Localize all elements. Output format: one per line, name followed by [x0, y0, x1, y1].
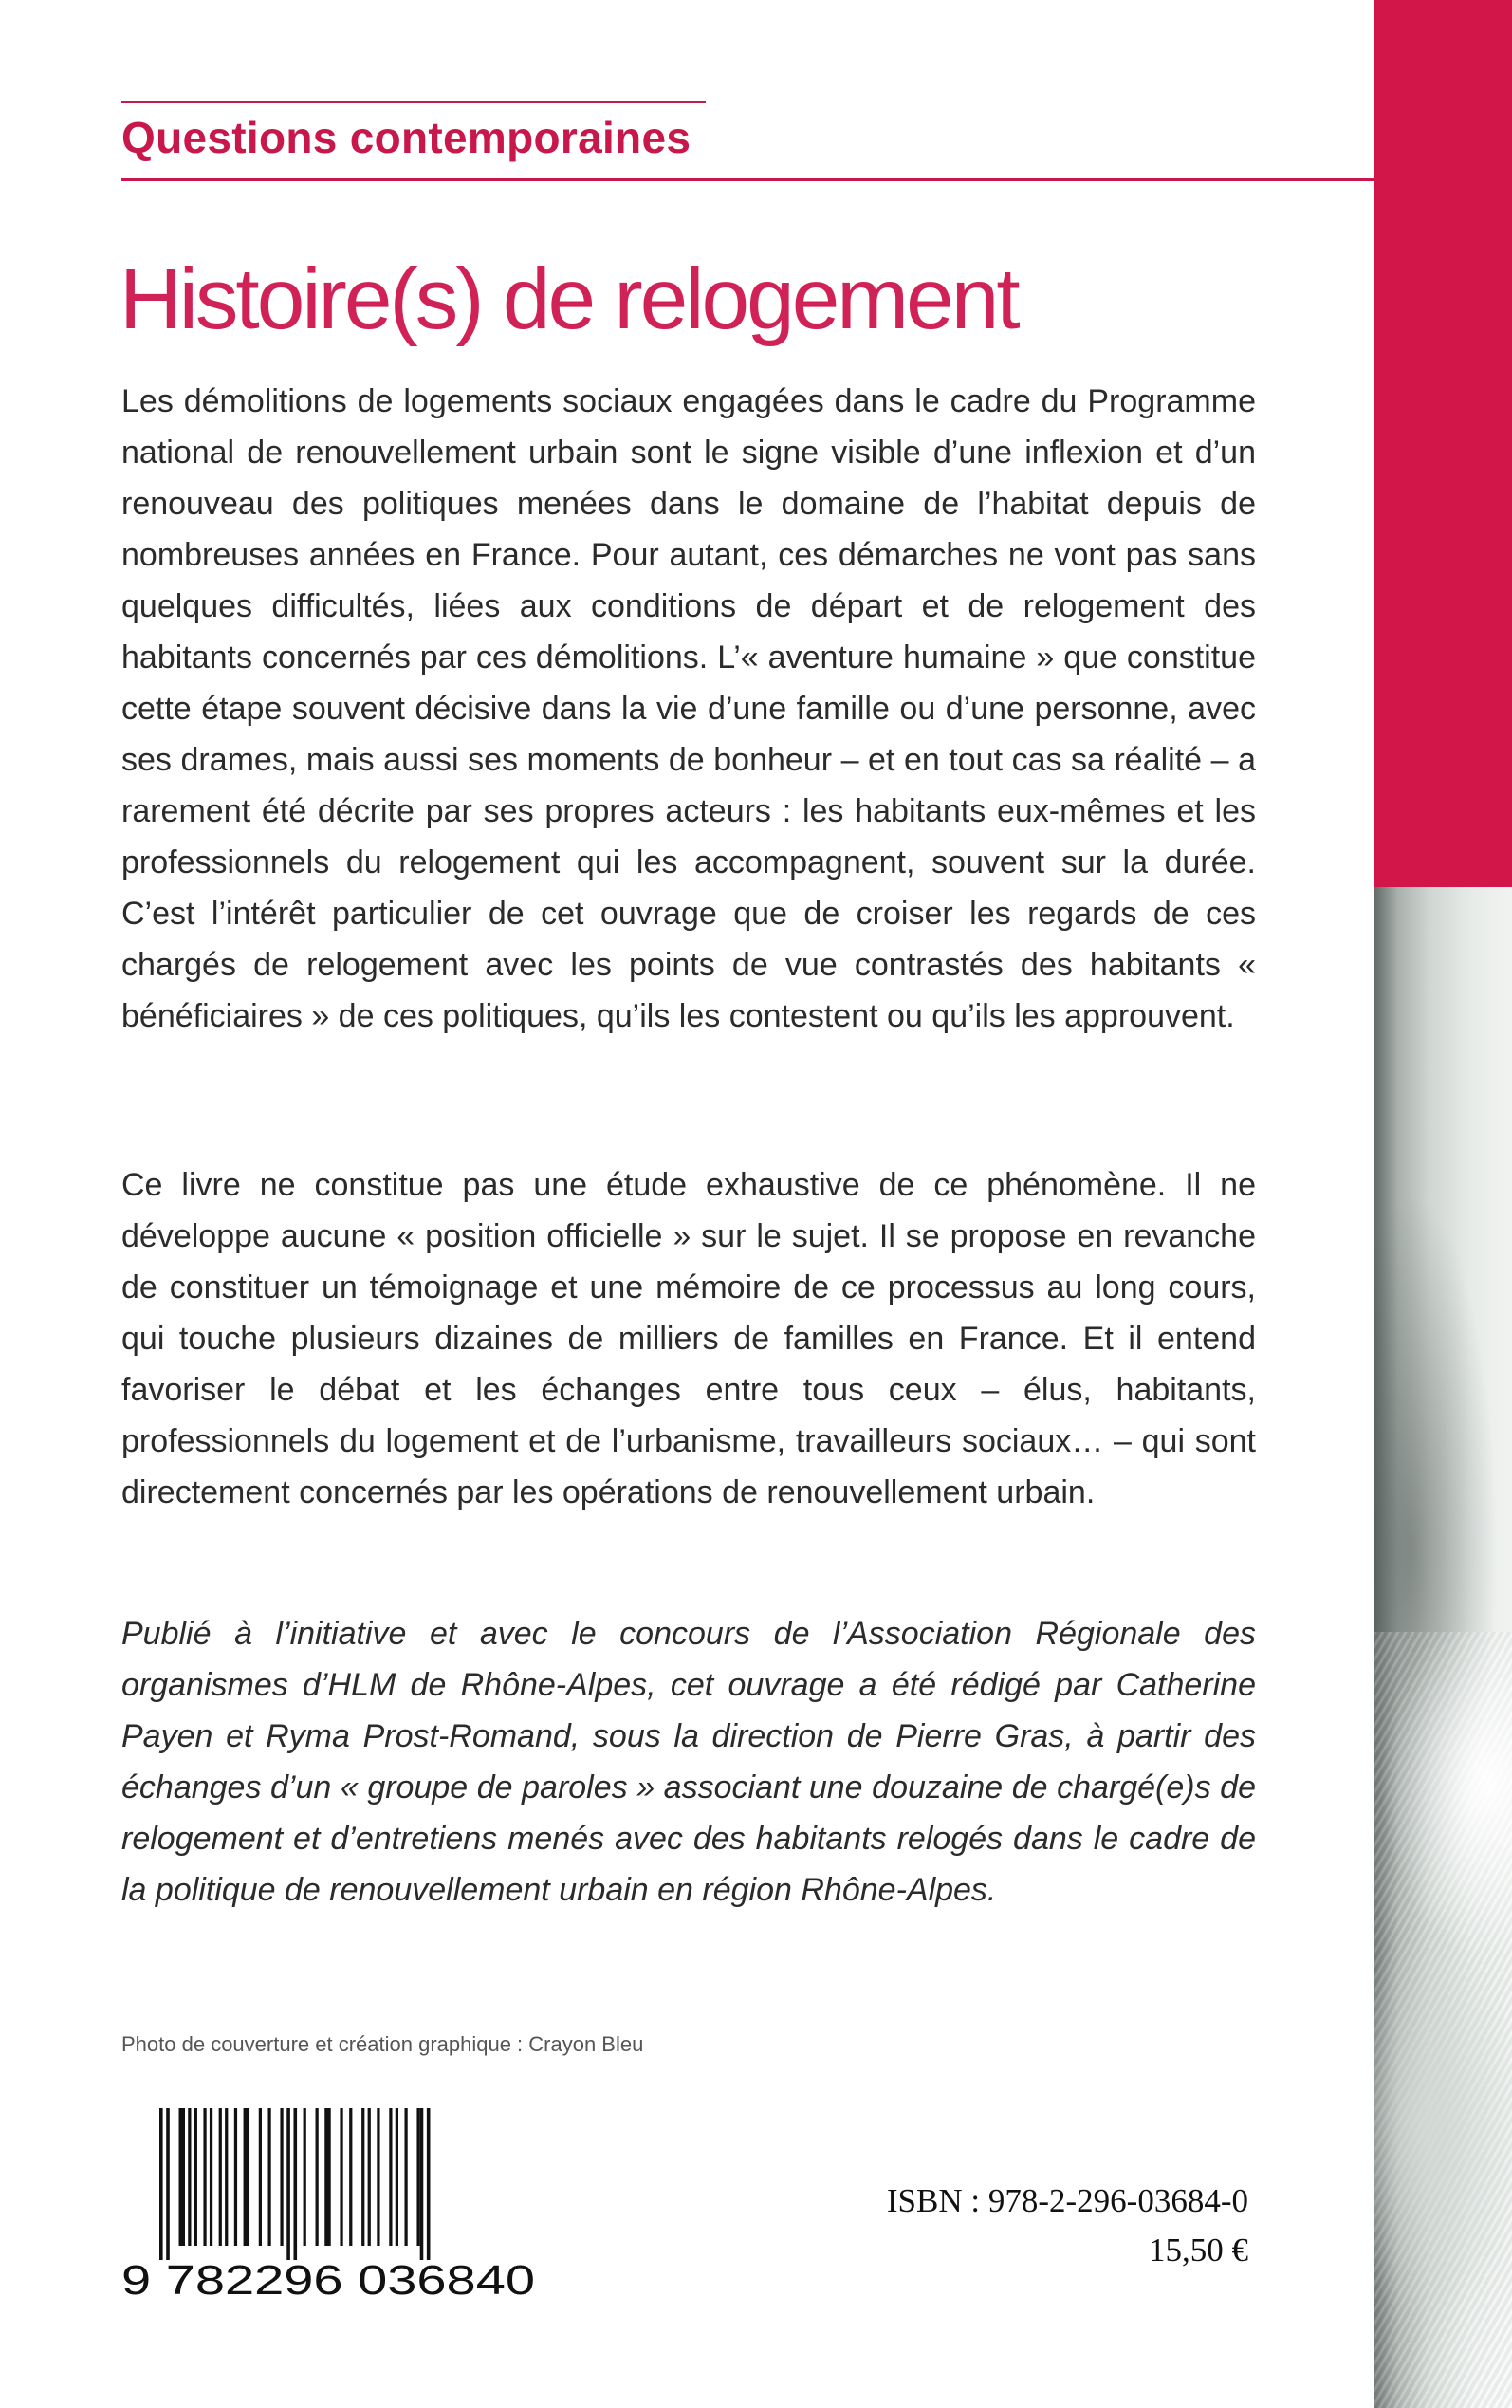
barcode-bar [396, 2108, 398, 2246]
barcode-bar [267, 2108, 270, 2246]
series-name: Questions contemporaines [121, 113, 691, 162]
barcode-bar [219, 2108, 222, 2246]
spine-photo-fur [1374, 1632, 1512, 2408]
barcode-bar [280, 2108, 283, 2246]
barcode-bar [304, 2108, 306, 2246]
barcode-bar [259, 2108, 262, 2246]
barcode-bar [188, 2108, 191, 2246]
photo-credit: Photo de couverture et création graphique : Crayon Bleu [121, 2032, 644, 2056]
barcode [121, 2108, 539, 2298]
barcode-bar [203, 2108, 206, 2246]
barcode-number: 9 782296 036840 [121, 2257, 535, 2298]
barcode-bar [368, 2108, 371, 2246]
spine-color-band [1374, 0, 1512, 887]
barcode-bar [404, 2108, 407, 2246]
barcode-bar [179, 2108, 185, 2246]
summary-paragraph-1: Les démolitions de logements sociaux engagées dans le cadre du Programme national de renouvellement urbain sont le signe visible d’une inflexion et d’un renouveau des politiques menées dans le domaine de l’habitat depuis de nombreuses années en France. Pour autant, ces démarches ne vont pas sans quelques difficultés, liées aux conditions de départ et de relogement des habitants concernés par ces démolitions. L’« aventure humaine » que constitue cette étape souvent décisive dans la vie d’une famille ou d’une personne, avec ses drames, mais aussi ses moments de bonheur – et en tout cas sa réalité – a rarement été décrite par ses propres acteurs : les habitants eux-mêmes et les professionnels du relogement qui les accompagnent, souvent sur la durée. C’est l’intérêt particulier de cet ouvrage que de croiser les regards de ces chargés de relogement avec les points de vue contrastés des habitants « bénéficiaires » de ces politiques, qu’ils les contestent ou qu’ils les approuvent. [121, 383, 1256, 1034]
barcode-bars [159, 2108, 430, 2260]
isbn: ISBN : 978-2-296-03684-0 [886, 2182, 1248, 2219]
book-title: Histoire(s) de relogement [120, 251, 1018, 347]
barcode-bar [324, 2108, 330, 2246]
publication-note: Publié à l’initiative et avec le concours de l’Association Régionale des organismes d’HLM de Rhône-Alpes, cet ouvrage a été rédigé par Catherine Payen et Ryma Prost-Romand, sous la direction de Pierre Gras, à partir des échanges d’un « groupe de paroles » associant une douzaine de chargé(e)s de relogement et d’entretiens menés avec des habitants relogés dans le cadre de la politique de renouvellement urbain en région Rhône-Alpes. [121, 1616, 1256, 1908]
barcode-guard-bar [427, 2108, 431, 2260]
barcode-guard-bar [420, 2108, 424, 2260]
barcode-bar [361, 2108, 364, 2246]
spine-photo [1374, 0, 1512, 2408]
barcode-guard-bar [159, 2108, 163, 2260]
price: 15,50 € [1149, 2232, 1248, 2269]
series-rule-top [121, 101, 706, 103]
barcode-bar [416, 2108, 419, 2246]
barcode-guard-bar [286, 2108, 290, 2260]
series-rule-bottom [121, 178, 1374, 181]
barcode-bar [244, 2108, 249, 2246]
barcode-bar [234, 2108, 237, 2246]
barcode-graphic [121, 2108, 539, 2298]
barcode-bar [377, 2108, 379, 2246]
barcode-guard-bar [293, 2108, 297, 2260]
barcode-bar [225, 2108, 228, 2246]
barcode-guard-bar [166, 2108, 170, 2260]
summary-paragraph-2: Ce livre ne constitue pas une étude exhaustive de ce phénomène. Il ne développe aucune « position officielle » sur le sujet. Il se propose en revanche de constituer un témoignage et une mémoire de ce processus au long cours, qui touche plusieurs dizaines de milliers de familles en France. Et il entend favoriser le débat et les échanges entre tous ceux – élus, habitants, professionnels du logement et de l’urbanisme, travailleurs sociaux… – qui sont directement concernés par les opérations de renouvellement urbain. [121, 1167, 1256, 1510]
barcode-bar [210, 2108, 212, 2246]
barcode-bar [340, 2108, 342, 2246]
barcode-bar [316, 2108, 319, 2246]
barcode-bar [194, 2108, 197, 2246]
barcode-bar [349, 2108, 352, 2246]
barcode-bar [389, 2108, 392, 2246]
